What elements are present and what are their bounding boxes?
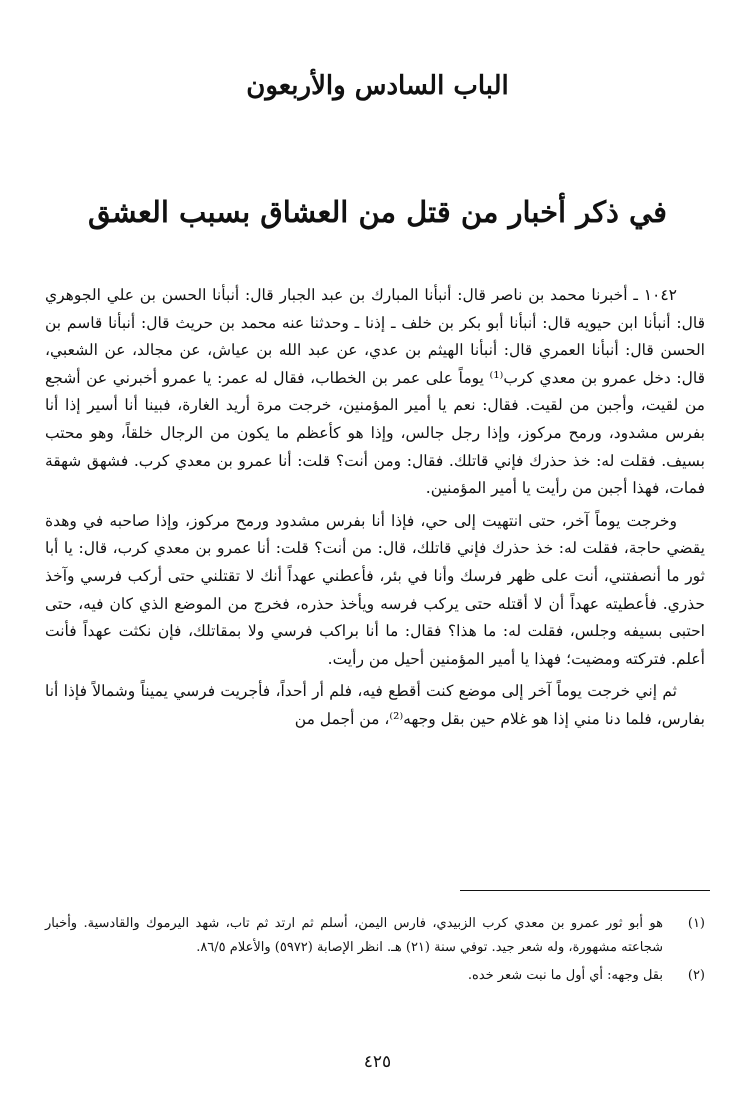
footnote-text: هو أبو ثور عمرو بن معدي كرب الزبيدي، فارس اليمن، أسلم ثم ارتد ثم تاب، شهد اليرموك والقادسية. وأخبار شجاعته مشهورة، وله شعر جيد. توفي سنة (٢١) هـ. انظر الإصابة (٥٩٧٢) والأعلام ٨٦/٥. xyxy=(45,916,663,955)
footnote xyxy=(45,912,705,960)
page-number: ٤٢٥ xyxy=(363,1052,392,1072)
footnote-divider xyxy=(460,890,710,891)
footnotes xyxy=(45,912,705,992)
paragraph: ١٠٤٢ ـ أخبرنا محمد بن ناصر قال: أنبأنا المبارك بن عبد الجبار قال: أنبأنا الحسن بن علي الجوهري قال: أنبأنا ابن حيويه قال: أنبأنا أبو بكر بن خلف ـ إذنا ـ وحدثنا عنه محمد بن حريث قال: أنبأنا قاسم بن الحسن قال: أنبأنا العمري قال: أنبأنا الهيثم بن عدي، عن عبد الله بن عياش، عن مجالد، عن الشعبي، قال: دخل عمرو بن معدي كرب⁽¹⁾ يوماً على عمر بن الخطاب، فقال له عمر: يا عمرو أخبرني عن أشجع من لقيت، وأجبن من لقيت. فقال: نعم يا أمير المؤمنين، خرجت مرة أريد الغارة، فبينا أنا أسير إذا أنا بفرس مشدود، ورمح مركوز، وإذا رجل جالس، وإذا هو كأعظم ما يكون من الرجال خلقاً، وهو محتب بسيف. فقلت له: خذ حذرك فإني قاتلك. فقال: ومن أنت؟ قلت: أنا عمرو بن معدي كرب. فشهق شهقة فمات، فهذا أجبن من رأيت يا أمير المؤمنين. xyxy=(45,286,705,498)
body-text xyxy=(45,282,705,734)
footnote-number: (١) xyxy=(687,916,705,931)
chapter-title: الباب السادس والأربعون xyxy=(246,71,509,101)
footnote-number: (٢) xyxy=(687,968,705,983)
section-title: في ذكر أخبار من قتل من العشاق بسبب العشق xyxy=(87,195,668,229)
paragraph: وخرجت يوماً آخر، حتى انتهيت إلى حي، فإذا أنا بفرس مشدود ورمح مركوز، وإذا صاحبه في وهدة يقضي حاجة، فقلت له: خذ حذرك فإني قاتلك، قال: من أنت؟ قلت: أنا عمرو بن معدي كرب، قال: يا أبا ثور ما أنصفتني، أنت على ظهر فرسك وأنا في بئر، فأعطني عهداً أنك لا تقتلني حتى أركب فرسي وآخذ حذري. فأعطيته عهداً أن لا أقتله حتى يركب فرسه ويأخذ حذره، فخرج من الموضع الذي كان فيه، حتى احتبى بسيفه وجلس، فقلت له: ما هذا؟ فقال: ما أنا براكب فرسي ولا بمقاتلك، فإن نكثت عهداً فأنت أعلم. فتركته ومضيت؛ فهذا يا أمير المؤمنين أحيل من رأيت. xyxy=(45,511,705,668)
footnote xyxy=(45,964,705,988)
paragraph: ثم إني خرجت يوماً آخر إلى موضع كنت أقطع فيه، فلم أر أحداً، فأجريت فرسي يميناً وشمالاً فإذا أنا بفارس، فلما دنا مني إذا هو غلام حين بقل وجهه⁽²⁾، من أجمل من xyxy=(45,682,705,728)
footnote-text: بقل وجهه: أي أول ما نبت شعر خده. xyxy=(467,968,663,983)
